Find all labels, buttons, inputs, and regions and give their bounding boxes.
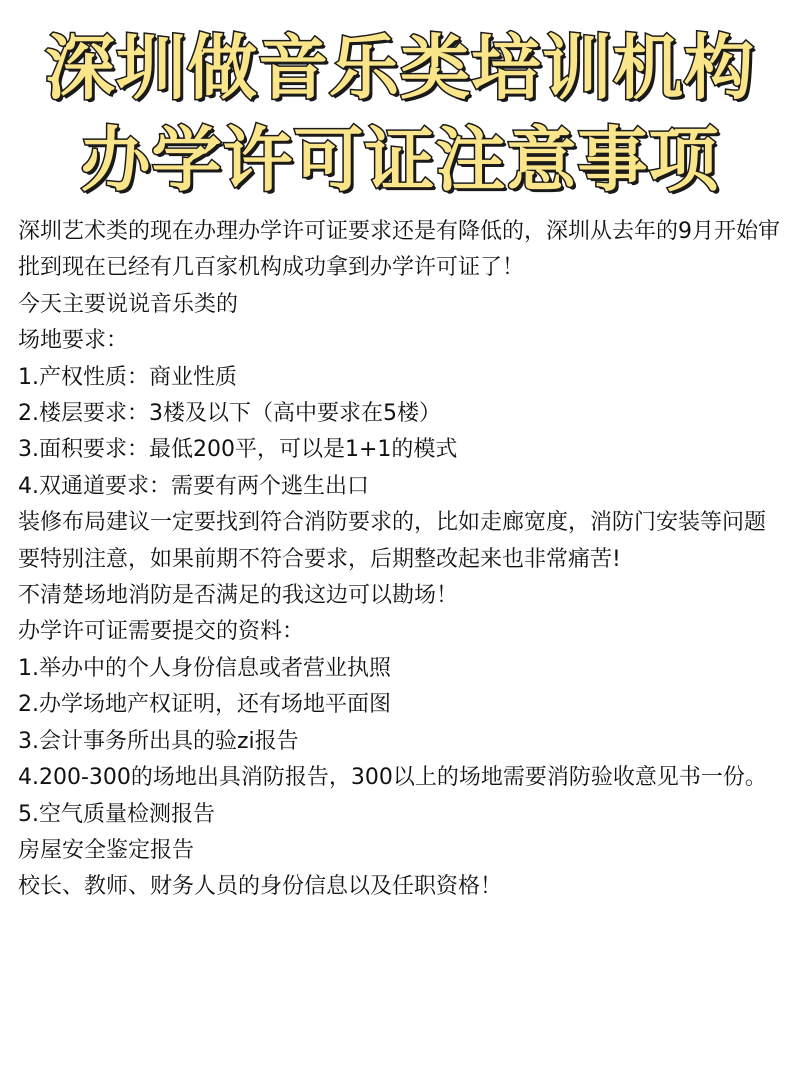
document-item-3: 3.会计事务所出具的验zi报告 — [18, 728, 299, 754]
title-block — [0, 22, 800, 206]
venue-item-2: 2.楼层要求：3楼及以下（高中要求在5楼） — [18, 401, 441, 427]
topic-line: 今天主要说说音乐类的 — [18, 291, 239, 317]
renovation-advice: 装修布局建议一定要找到符合消防要求的，比如走廊宽度，消防门安装等问题要特别注意，如果前期不符合要求，后期整改起来也非常痛苦! — [18, 510, 767, 572]
document-item-1: 1.举办中的个人身份信息或者营业执照 — [18, 655, 391, 681]
document-item-5: 5.空气质量检测报告 — [18, 801, 215, 827]
title-line-2: 办学许可证注意事项 — [80, 119, 720, 201]
venue-item-3: 3.面积要求：最低200平，可以是1+1的模式 — [18, 437, 458, 463]
site-inspection-note: 不清楚场地消防是否满足的我这边可以勘场！ — [18, 583, 459, 609]
document-item-housing: 房屋安全鉴定报告 — [18, 837, 195, 863]
article-body — [18, 214, 786, 906]
intro-paragraph: 深圳艺术类的现在办理办学许可证要求还是有降低的，深圳从去年的9月开始审批到现在已经有几百家机构成功拿到办学许可证了！ — [18, 219, 780, 281]
section-heading-documents: 办学许可证需要提交的资料： — [18, 619, 305, 645]
title-line-1: 深圳做音乐类培训机构 — [45, 27, 755, 109]
document-item-staff: 校长、教师、财务人员的身份信息以及任职资格！ — [18, 874, 503, 900]
venue-item-1: 1.产权性质：商业性质 — [18, 364, 237, 390]
section-heading-venue: 场地要求： — [18, 328, 129, 354]
venue-item-4: 4.双通道要求：需要有两个逃生出口 — [18, 473, 369, 499]
document-item-4: 4.200-300的场地出具消防报告，300以上的场地需要消防验收意见书一份。 — [18, 765, 767, 791]
document-item-2: 2.办学场地产权证明，还有场地平面图 — [18, 692, 391, 718]
